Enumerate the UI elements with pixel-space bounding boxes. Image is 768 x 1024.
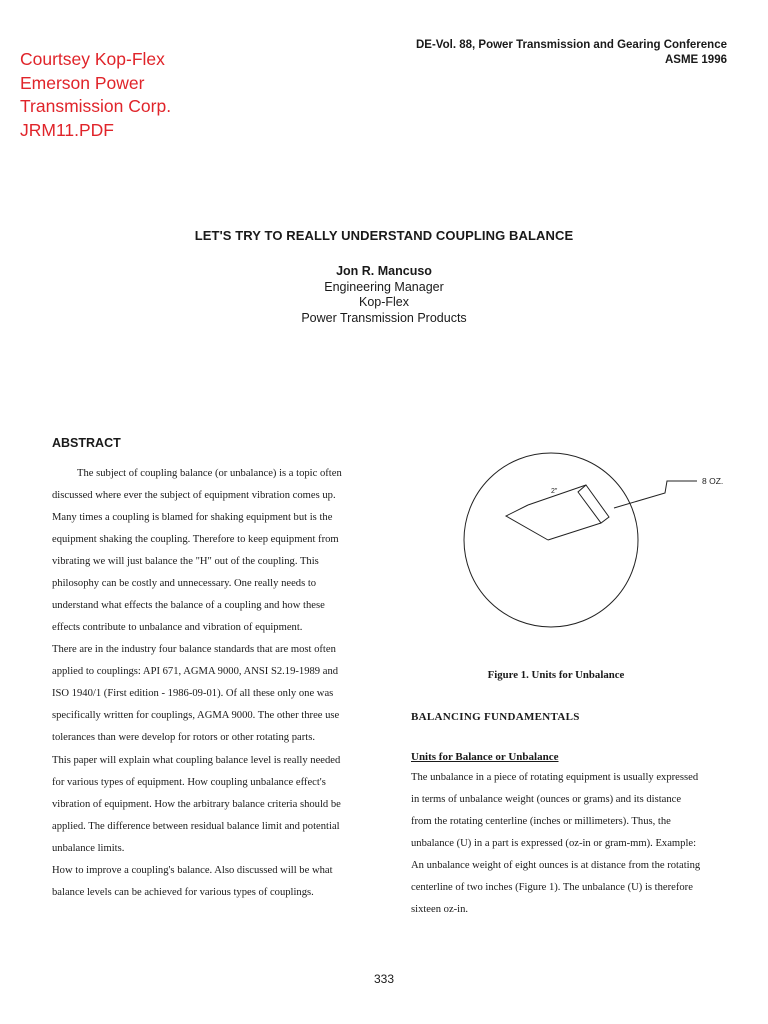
weight-leader-line <box>614 481 697 508</box>
abstract-paragraph-2 <box>52 750 388 904</box>
stamp-line: Courtsey Kop-Flex <box>20 49 165 69</box>
stamp-line: JRM11.PDF <box>20 119 114 140</box>
text-line: How to improve a coupling's balance. Also discussed will be what <box>52 865 333 876</box>
conference-name: DE-Vol. 88, Power Transmission and Gearing Conference <box>415 39 727 51</box>
conference-org-year: ASME 1996 <box>664 54 727 66</box>
text-line: unbalance limits. <box>52 843 125 854</box>
text-line: An unbalance weight of eight ounces is at distance from the rotating <box>411 860 701 871</box>
author-name: Jon R. Mancuso <box>336 264 432 278</box>
text-line: in terms of unbalance weight (ounces or grams) and its distance <box>411 794 682 805</box>
paper-title: LET'S TRY TO REALLY UNDERSTAND COUPLING BALANCE <box>194 228 574 243</box>
author-company: Kop-Flex <box>358 295 410 309</box>
section-heading: BALANCING FUNDAMENTALS <box>411 711 580 723</box>
source-stamp <box>20 48 171 142</box>
rotor-circle <box>464 453 638 627</box>
stamp-line: Transmission Corp. <box>20 96 172 116</box>
text-line: applied to couplings: API 671, AGMA 9000, ANSI S2.19-1989 and <box>52 666 339 677</box>
unbalance-weight <box>578 485 609 523</box>
text-line: There are in the industry four balance standards that are most often <box>52 644 336 655</box>
distance-bracket <box>506 505 548 540</box>
text-line: philosophy can be costly and unnecessary. One really needs to <box>52 578 317 589</box>
text-line: discussed where ever the subject of equipment vibration comes up. <box>52 490 336 501</box>
conference-header <box>416 38 727 68</box>
unbalance-diagram-svg <box>447 436 747 636</box>
figure-unbalance-diagram <box>447 436 747 636</box>
text-line: This paper will explain what coupling balance level is really needed <box>52 755 341 766</box>
text-line: balance levels can be achieved for various types of couplings. <box>52 887 314 898</box>
text-line: specifically written for couplings, AGMA 9000. The other three use <box>52 710 340 721</box>
units-paragraph <box>411 767 731 921</box>
weight-label: 8 OZ. <box>702 476 724 486</box>
distance-label: 2" <box>551 488 558 495</box>
text-line: applied. The difference between residual balance limit and potential <box>52 821 340 832</box>
text-line: for various types of equipment. How coupling unbalance effect's <box>52 777 326 788</box>
author-division: Power Transmission Products <box>301 310 467 325</box>
author-block <box>0 264 768 326</box>
text-line: ISO 1940/1 (First edition - 1986-09-01). Of all these only one was <box>52 688 334 699</box>
text-line: unbalance (U) in a part is expressed (oz-in or gram-mm). Example: <box>411 838 697 849</box>
bracket-arm-bottom <box>548 523 601 540</box>
text-line: The unbalance in a piece of rotating equipment is usually expressed <box>411 772 699 783</box>
text-line: understand what effects the balance of a coupling and how these <box>52 600 325 611</box>
text-line: equipment shaking the coupling. Therefore to keep equipment from <box>52 534 339 545</box>
text-line: The subject of coupling balance (or unbalance) is a topic often <box>77 468 342 479</box>
text-line: effects contribute to unbalance and vibration of equipment. <box>52 622 303 633</box>
subsection-heading: Units for Balance or Unbalance <box>411 751 559 763</box>
author-position: Engineering Manager <box>324 279 444 294</box>
text-line: tolerances than were develop for rotors or other rotating parts. <box>52 732 315 743</box>
text-line: centerline of two inches (Figure 1). The unbalance (U) is therefore <box>411 882 693 893</box>
abstract-paragraph-1 <box>52 463 388 749</box>
text-line: vibration of equipment. How the arbitrary balance criteria should be <box>52 799 341 810</box>
abstract-heading: ABSTRACT <box>52 436 121 450</box>
stamp-line: Emerson Power <box>20 72 145 93</box>
text-line: sixteen oz-in. <box>411 904 469 915</box>
text-line: from the rotating centerline (inches or millimeters). Thus, the <box>411 816 671 827</box>
text-line: vibrating we will just balance the "H" out of the coupling. This <box>52 556 319 567</box>
figure-caption: Figure 1. Units for Unbalance <box>487 669 625 681</box>
text-line: Many times a coupling is blamed for shaking equipment but is the <box>52 512 333 523</box>
page-number: 333 <box>373 972 395 986</box>
